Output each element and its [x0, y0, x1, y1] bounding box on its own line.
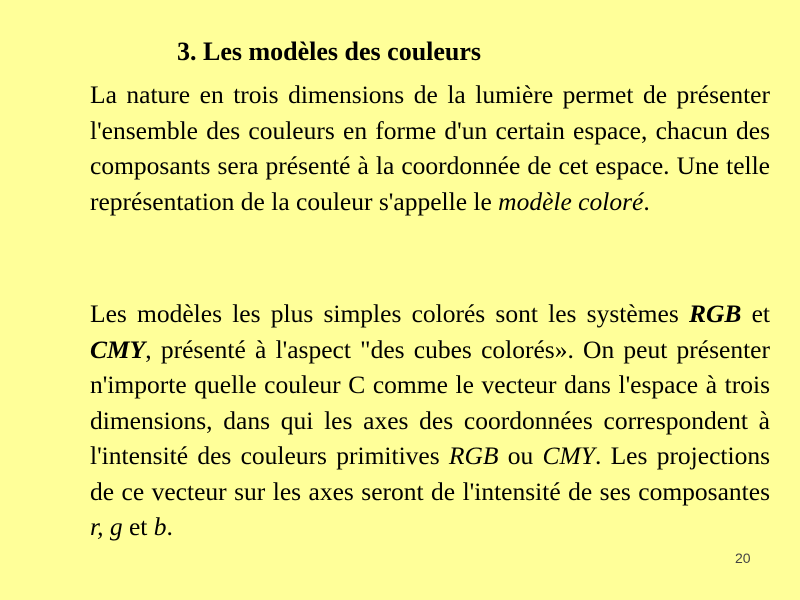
- p2-cmy-italic: CMY: [542, 441, 595, 470]
- paragraph-rgb-cmy: [90, 296, 770, 545]
- p2-t7: .: [166, 512, 173, 541]
- p2-cmy-bold: CMY: [90, 334, 146, 364]
- p1-emphasis: modèle coloré: [498, 186, 644, 216]
- p2-t5: . Les projections de ce vecteur sur les axes seront de l'intensité de ses composantes: [90, 441, 770, 506]
- p2-t2: et: [741, 299, 770, 328]
- p2-t4: ou: [498, 441, 543, 470]
- p1-text: La nature en trois dimensions de la lumière permet de présenter l'ensemble des couleurs en forme d'un certain espace, chacun des composants sera présenté à la coordonnée de cet espace. Une telle représentation de la couleur s'appelle le: [90, 80, 770, 216]
- p2-rgb-bold: RGB: [688, 299, 742, 328]
- slide-title: 3. Les modèles des couleurs: [177, 37, 482, 66]
- paragraph-color-model-intro: [90, 77, 770, 219]
- p2-b-italic: b: [153, 512, 167, 541]
- p1-end: .: [643, 186, 650, 216]
- p2-rg-italic: r, g: [90, 512, 123, 541]
- slide-number: 20: [735, 550, 751, 566]
- p2-t6: et: [122, 512, 154, 541]
- p2-rgb-italic: RGB: [448, 441, 499, 470]
- p2-t3: , présenté à l'aspect "des cubes colorés». On peut présenter n'importe quelle couleur C comme le vecteur dans l'espace à trois dimensions, dans qui les axes des coordonnées correspondent à l'intensité des couleurs primitives: [90, 334, 770, 470]
- p2-t1: Les modèles les plus simples colorés sont les systèmes: [90, 299, 689, 328]
